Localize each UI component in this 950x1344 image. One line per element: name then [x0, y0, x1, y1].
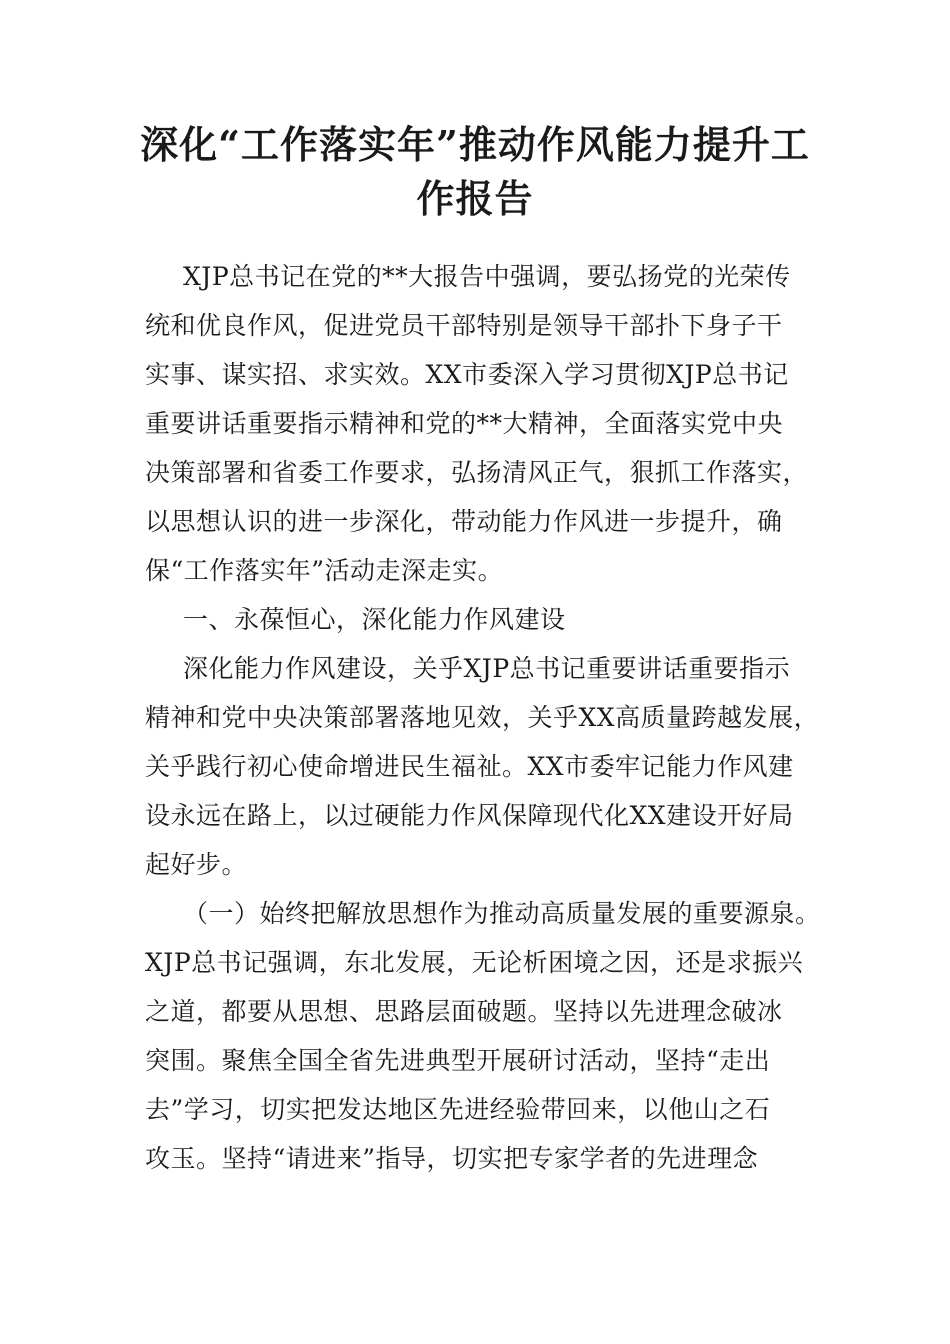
text-line: XJP总书记在党的**大报告中强调，要弘扬党的光荣传 — [183, 262, 791, 291]
text-line: 去”学习，切实把发达地区先进经验带回来，以他山之石 — [145, 1095, 771, 1124]
text-line: 关乎践行初心使命增进民生福祉。XX市委牢记能力作风建 — [145, 752, 794, 781]
title-line-1: 深化“工作落实年”推动作风能力提升工 — [140, 122, 810, 167]
document-body — [145, 252, 821, 1183]
text-line: XJP总书记强调，东北发展，无论析困境之因，还是求振兴 — [145, 948, 804, 977]
text-line: 攻玉。坚持“请进来”指导，切实把专家学者的先进理念 — [145, 1144, 759, 1173]
text-line: 以思想认识的进一步深化，带动能力作风进一步提升，确 — [145, 507, 783, 536]
text-line: 深化能力作风建设，关乎XJP总书记重要讲话重要指示 — [183, 654, 791, 683]
text-line: 重要讲话重要指示精神和党的**大精神，全面落实党中央 — [145, 409, 784, 438]
text-line: 保“工作落实年”活动走深走实。 — [145, 556, 504, 585]
text-line: 之道，都要从思想、思路层面破题。坚持以先进理念破冰 — [145, 997, 783, 1026]
text-line: 实事、谋实招、求实效。XX市委深入学习贯彻XJP总书记 — [145, 360, 789, 389]
text-line: 起好步。 — [145, 850, 248, 879]
text-line: 一、永葆恒心，深化能力作风建设 — [183, 605, 566, 634]
text-line: 统和优良作风，促进党员干部特别是领导干部扑下身子干 — [145, 311, 783, 340]
text-line: 精神和党中央决策部署落地见效，关乎XX高质量跨越发展， — [145, 703, 820, 732]
title-line-2: 作报告 — [416, 176, 534, 221]
text-line: （一）始终把解放思想作为推动高质量发展的重要源泉。 — [183, 899, 821, 928]
text-line: 突围。聚焦全国全省先进典型开展研讨活动，坚持“走出 — [145, 1046, 771, 1075]
text-line: 设永远在路上，以过硬能力作风保障现代化XX建设开好局 — [145, 801, 794, 830]
document-title — [140, 118, 810, 226]
text-line: 决策部署和省委工作要求，弘扬清风正气，狠抓工作落实， — [145, 458, 809, 487]
